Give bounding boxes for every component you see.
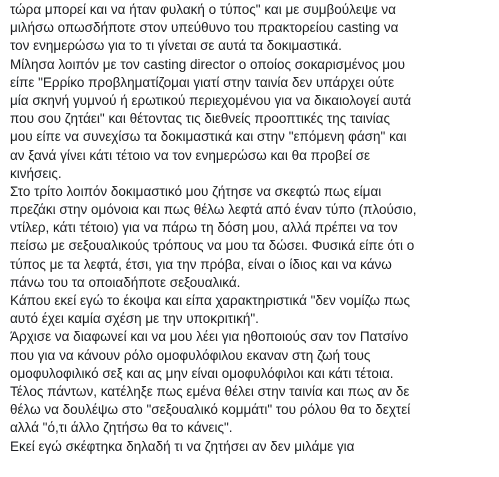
- post-text-line: είπε "Ερρίκο προβληματίζομαι γιατί στην ταινία δεν υπάρχει ούτε: [10, 74, 395, 90]
- post-text-line: πείσω με σεξουαλικούς τρόπους να μου τα δώσει. Φυσικά είπε ότι ο: [10, 238, 415, 254]
- post-text-line: που για να κάνουν ρόλο ομοφυλόφιλου εκαναν στη ζωή τους: [10, 347, 371, 363]
- post-text-line: Εκεί εγώ σκέφτηκα δηλαδή τι να ζητήσει αν δεν μιλάμε για: [10, 438, 355, 454]
- post-text-line: Τέλος πάντων, κατέληξε πως εμένα θέλει στην ταινία και πως αν δε: [10, 383, 410, 399]
- post-text-line: αν ξανά γίνει κάτι τέτοιο να τον ενημερώσω και θα προβεί σε: [10, 147, 371, 163]
- post-text-line: θέλω να δουλέψω στο "σεξουαλικό κομμάτι" του ρόλου θα το δεχτεί: [10, 402, 411, 418]
- post-text-line: τώρα μπορεί και να ήταν φυλακή ο τύπος" και με συμβούλεψε να: [10, 2, 396, 17]
- post-text-line: Στο τρίτο λοιπόν δοκιμαστικό μου ζήτησε να σκεφτώ πως είμαι: [10, 183, 382, 199]
- post-text-line: Άρχισε να διαφωνεί και να μου λέει για ηθοποιούς σαν τον Πατσίνο: [10, 329, 409, 345]
- post-text-line: μιλήσω οπωσδήποτε στον υπεύθυνο του πρακτορείου casting να: [10, 20, 399, 36]
- post-text-line: αλλά "ό,τι άλλο ζητήσω θα το κάνεις".: [10, 420, 233, 436]
- post-body-text: [10, 1, 494, 456]
- post-text-line: ντίλερ, κάτι τέτοιο) για να πάρω τη δόση μου, αλλά πρέπει να τον: [10, 220, 398, 236]
- post-text-line: ομοφυλοφιλικό σεξ και ας μην είναι ομοφυλόφιλοι και κάτι τέτοια.: [10, 365, 394, 381]
- post-text-line: Μίλησα λοιπόν με τον casting director ο οποίος σοκαρισμένος μου: [10, 56, 405, 72]
- post-text-line: μία σκηνή γυμνού ή ερωτικού περιεχομένου για να δικαιολογεί αυτά: [10, 92, 412, 108]
- post-text-line: Κάπου εκεί εγώ το έκοψα και είπα χαρακτηριστικά "δεν νομίζω πως: [10, 293, 410, 308]
- post-text-line: πρεζάκι στην ομόνοια και πως θέλω λεφτά από έναν τύπο (πλούσιο,: [10, 202, 417, 218]
- post-text-line: πάνω του τα οποιαδήποτε σεξουαλικά.: [10, 274, 241, 290]
- post-text-line: μου είπε να συνεχίσω τα δοκιμαστικά και στην "επόμενη φάση" και: [10, 129, 407, 145]
- post-text-line: τον ενημερώσω για το τι γίνεται σε αυτά τα δοκιμαστικά.: [10, 38, 342, 54]
- post-text-line: που σου ζητάει" και θέτοντας τις διεθνείς προοπτικές της ταινίας: [10, 111, 390, 127]
- post-text-line: τύπος με τα λεφτά, έτσι, για την πρόβα, είναι ο ίδιος και να κάνω: [10, 256, 392, 272]
- post-text-line: αυτό έχει καμία σχέση με την υποκριτική".: [10, 311, 259, 327]
- post-text-line: κινήσεις.: [10, 165, 62, 181]
